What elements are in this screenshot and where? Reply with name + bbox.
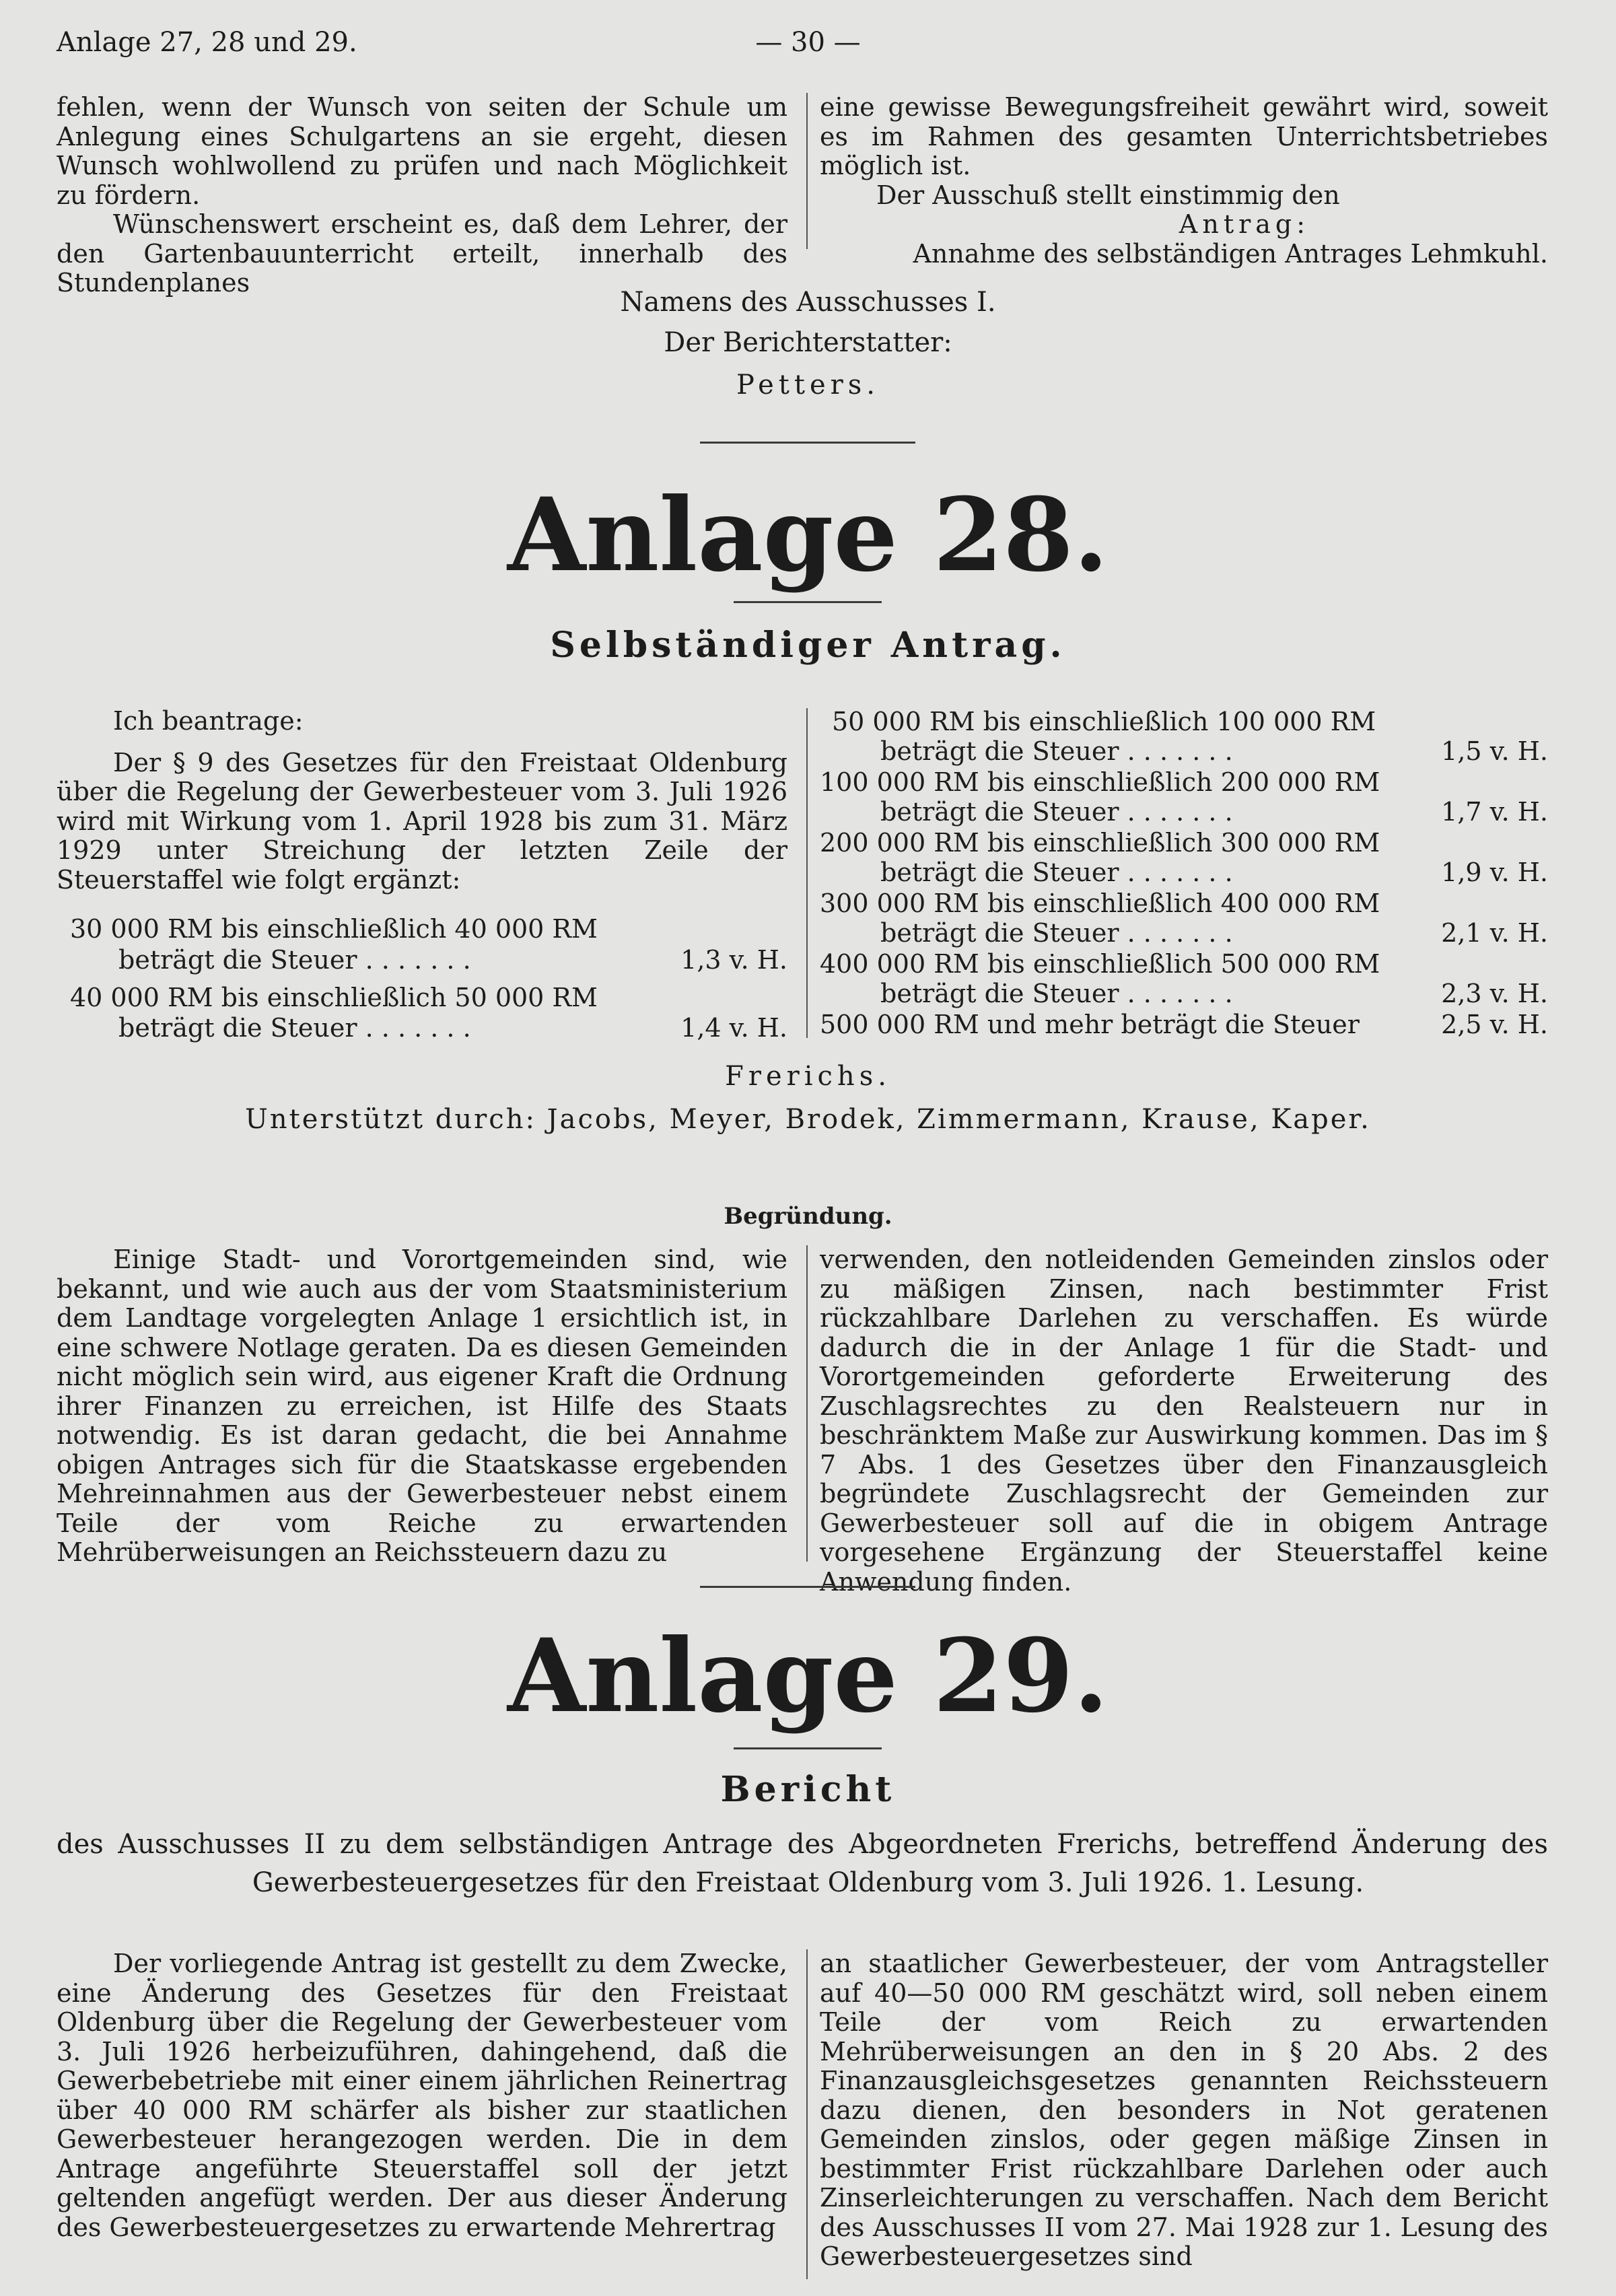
tax-label: beträgt die Steuer . . . . . . .: [880, 918, 1233, 948]
tax-label: beträgt die Steuer . . . . . . .: [880, 797, 1233, 827]
tax-rate: 2,1 v. H.: [1441, 918, 1548, 948]
signature-line-2: Der Berichterstatter:: [664, 327, 952, 358]
begruendung-left-column: [57, 1245, 787, 1568]
title-divider: [734, 1747, 882, 1749]
paragraph: Wünschenswert erscheint es, daß dem Lehrer, der den Gartenbauunterricht erteilt, innerhalb des Stundenplanes: [57, 209, 787, 298]
anlage29-title: Anlage 29.: [507, 1617, 1109, 1735]
signature-line-1: Namens des Ausschusses I.: [620, 287, 996, 318]
tax-label: beträgt die Steuer . . . . . . .: [118, 1013, 471, 1043]
tax-label: beträgt die Steuer . . . . . . .: [880, 736, 1233, 766]
report-heading-line-1: des Ausschusses II zu dem selbständigen Antrage des Abgeordneten Frerichs, betreffend Änderung des: [57, 1829, 1548, 1860]
column-divider: [806, 708, 808, 1038]
anlage28-title: Anlage 28.: [507, 476, 1109, 594]
begruendung-title: Begründung.: [724, 1203, 892, 1230]
tax-range-last: 500 000 RM und mehr beträgt die Steuer: [820, 1010, 1360, 1039]
paragraph: Einige Stadt- und Vorortgemeinden sind, wie bekannt, und wie auch aus der vom Staatsministerium dem Landtage vorgelegten Anlage 1 ersichtlich ist, in eine schwere Notlage geraten. Da es diesen Gemeinden nicht möglich sein wird, aus eigener Kraft die Ordnung ihrer Finanzen zu erreichen, ist Hilfe des Staats notwendig. Es ist daran gedacht, die bei Annahme obigen Antrages sich für die Staatskasse ergebenden Mehreinnahmen aus der Gewerbesteuer nebst einem Teile der vom Reiche zu erwartenden Mehrüberweisungen an Reichssteuern dazu zu: [57, 1245, 787, 1567]
section-divider: [700, 1586, 915, 1588]
signature-name: Petters.: [736, 370, 880, 401]
tax-range: 400 000 RM bis einschließlich 500 000 RM: [820, 949, 1380, 979]
paragraph: Der Ausschuß stellt einstimmig den: [876, 180, 1340, 210]
paragraph: fehlen, wenn der Wunsch von seiten der Schule um Anlegung eines Schulgartens an sie ergeht, diesen Wunsch wohlwollend zu prüfen und nach Möglichkeit zu fördern.: [57, 92, 787, 210]
tax-rate: 1,9 v. H.: [1441, 858, 1548, 887]
paragraph: an staatlicher Gewerbesteuer, der vom Antragsteller auf 40—50 000 RM geschätzt wird, soll neben einem Teile der vom Reich zu erwartenden Mehrüberweisungen an den in § 20 Abs. 2 des Finanzausgleichsgesetzes genannten Reichssteuern dazu dienen, den besonders in Not geratenen Gemeinden zinslos, oder gegen mäßige Zinsen in bestimmter Frist rückzahlbare Darlehen oder auch Zinserleichterungen zu verschaffen. Nach dem Bericht des Ausschusses II vom 27. Mai 1928 zur 1. Lesung des Gewerbesteuergesetzes sind: [820, 1949, 1548, 2271]
tax-range: 40 000 RM bis einschließlich 50 000 RM: [70, 983, 598, 1012]
tax-range: 30 000 RM bis einschließlich 40 000 RM: [70, 914, 598, 944]
tax-range: 300 000 RM bis einschließlich 400 000 RM: [820, 889, 1380, 918]
signer: Frerichs.: [725, 1061, 891, 1092]
tax-rate: 2,3 v. H.: [1441, 979, 1548, 1008]
anlage29-subtitle: Bericht: [720, 1769, 896, 1810]
column-divider: [806, 93, 808, 249]
tax-rate: 1,4 v. H.: [680, 1013, 787, 1043]
running-head-left: Anlage 27, 28 und 29.: [57, 27, 357, 58]
page-number: — 30 —: [755, 27, 861, 58]
paragraph: verwenden, den notleidenden Gemeinden zinslos oder zu mäßigen Zinsen, nach bestimmter Frist rückzahlbare Darlehen zu verschaffen. Es würde dadurch die in der Anlage 1 für die Stadt- und Vorortgemeinden geforderte Erweiterung des Zuschlagsrechtes zu den Realsteuern nur in beschränktem Maße zur Auswirkung kommen. Das im § 7 Abs. 1 des Gesetzes über den Finanzausgleich begründete Zuschlagsrecht der Gemeinden zur Gewerbesteuer soll auf die in obigem Antrage vorgesehene Ergänzung der Steuerstaffel keine Anwendung finden.: [820, 1245, 1548, 1597]
title-divider: [734, 601, 882, 603]
tax-range: 100 000 RM bis einschließlich 200 000 RM: [820, 767, 1380, 797]
paragraph: Der vorliegende Antrag ist gestellt zu dem Zwecke, eine Änderung des Gesetzes für den Freistaat Oldenburg über die Regelung der Gewerbesteuer vom 3. Juli 1926 herbeizuführen, dahingehend, daß die Gewerbebetriebe mit einer einem jährlichen Reinertrag über 40 000 RM schärfer als bisher zur staatlichen Gewerbesteuer herangezogen werden. Die in dem Antrage angeführte Steuerstaffel soll der jetzt geltenden angefügt werden. Der aus dieser Änderung des Gewerbesteuergesetzes zu erwartende Mehrertrag: [57, 1949, 787, 2242]
supported-by: Unterstützt durch: Jacobs, Meyer, Brodek, Zimmermann, Krause, Kaper.: [245, 1104, 1371, 1135]
anlage27-right-column: [820, 93, 1548, 269]
paragraph: eine gewisse Bewegungsfreiheit gewährt wird, soweit es im Rahmen des gesamten Unterrichtsbetriebes möglich ist.: [820, 92, 1548, 180]
tax-range: 50 000 RM bis einschließlich 100 000 RM: [832, 707, 1376, 736]
tax-label: beträgt die Steuer . . . . . . .: [880, 979, 1233, 1008]
antrag-intro: Ich beantrage:: [113, 706, 304, 736]
tax-range: 200 000 RM bis einschließlich 300 000 RM: [820, 828, 1380, 858]
tax-rate: 2,5 v. H.: [1441, 1010, 1548, 1039]
anlage27-left-column: [57, 93, 787, 298]
tax-rate: 1,7 v. H.: [1441, 797, 1548, 827]
begruendung-right-column: [820, 1245, 1548, 1597]
antrag-text: Der § 9 des Gesetzes für den Freistaat Oldenburg über die Regelung der Gewerbesteuer vom 3. Juli 1926 wird mit Wirkung vom 1. April 1928 bis zum 31. März 1929 unter Streichung der letzten Zeile der Steuerstaffel wie folgt ergänzt:: [57, 747, 787, 895]
tax-label: beträgt die Steuer . . . . . . .: [880, 858, 1233, 887]
antrag-text: Annahme des selbständigen Antrages Lehmkuhl.: [913, 238, 1548, 269]
column-divider: [806, 1949, 808, 2279]
tax-label: beträgt die Steuer . . . . . . .: [118, 945, 471, 975]
report-left-column: [57, 1949, 787, 2242]
tax-rate: 1,3 v. H.: [680, 945, 787, 975]
report-right-column: [820, 1949, 1548, 2272]
column-divider: [806, 1245, 808, 1562]
section-divider: [700, 442, 915, 444]
tax-rate: 1,5 v. H.: [1441, 736, 1548, 766]
antrag-label: Antrag:: [1179, 209, 1310, 239]
anlage28-left-column: [57, 707, 787, 895]
anlage28-subtitle: Selbständiger Antrag.: [550, 625, 1066, 666]
report-heading-line-2: Gewerbesteuergesetzes für den Freistaat Oldenburg vom 3. Juli 1926. 1. Lesung.: [252, 1867, 1364, 1898]
